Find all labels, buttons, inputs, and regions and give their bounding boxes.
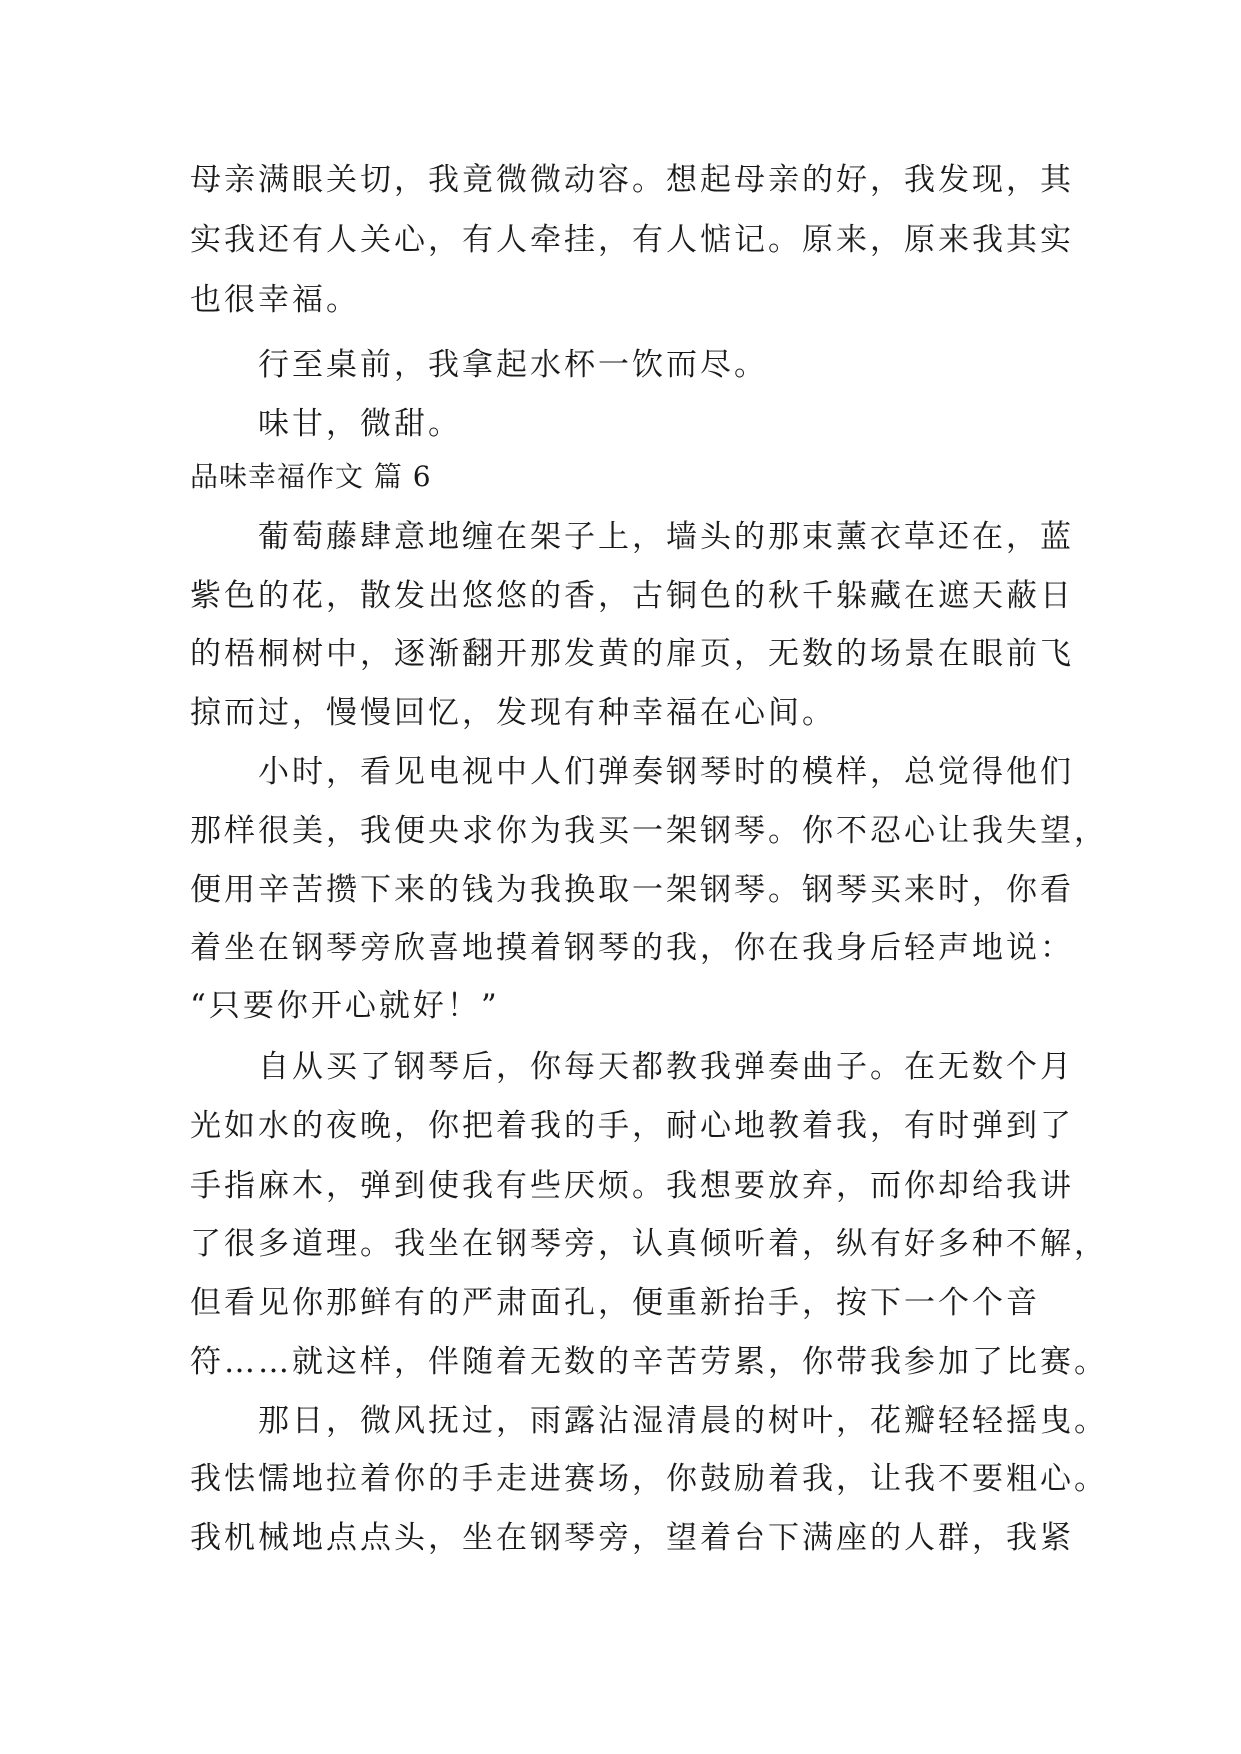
text-line: 光如水的夜晚，你把着我的手，耐心地教着我，有时弹到了 (190, 1108, 1074, 1144)
text-line: 母亲满眼关切，我竟微微动容。想起母亲的好，我发现，其 (190, 162, 1074, 198)
text-line: 那日，微风抚过，雨露沾湿清晨的树叶，花瓣轻轻摇曳。 (190, 1403, 1108, 1439)
text-line: 了很多道理。我坐在钢琴旁，认真倾听着，纵有好多种不解， (190, 1226, 1108, 1262)
text-line: 符……就这样，伴随着无数的辛苦劳累，你带我参加了比赛。 (190, 1344, 1108, 1380)
text-line: 行至桌前，我拿起水杯一饮而尽。 (190, 347, 768, 383)
text-line: 葡萄藤肆意地缠在架子上，墙头的那束薰衣草还在，蓝 (190, 519, 1074, 555)
text-line: 但看见你那鲜有的严肃面孔，便重新抬手，按下一个个音 (190, 1285, 1040, 1321)
text-line: “只要你开心就好！” (190, 988, 500, 1024)
text-line: 味甘，微甜。 (190, 406, 462, 442)
text-line: 紫色的花，散发出悠悠的香，古铜色的秋千躲藏在遮天蔽日 (190, 578, 1074, 614)
text-line: 实我还有人关心，有人牵挂，有人惦记。原来，原来我其实 (190, 222, 1074, 258)
section-title: 品味幸福作文 篇 6 (190, 460, 432, 493)
text-line: 我机械地点点头，坐在钢琴旁，望着台下满座的人群，我紧 (190, 1520, 1074, 1556)
text-line: 也很幸福。 (190, 282, 360, 318)
text-line: 自从买了钢琴后，你每天都教我弹奏曲子。在无数个月 (190, 1049, 1074, 1085)
text-line: 我怯懦地拉着你的手走进赛场，你鼓励着我，让我不要粗心。 (190, 1461, 1108, 1497)
text-line: 小时，看见电视中人们弹奏钢琴时的模样，总觉得他们 (190, 754, 1074, 790)
text-line: 便用辛苦攒下来的钱为我换取一架钢琴。钢琴买来时，你看 (190, 872, 1074, 908)
text-line: 掠而过，慢慢回忆，发现有种幸福在心间。 (190, 695, 836, 731)
text-line: 手指麻木，弹到使我有些厌烦。我想要放弃，而你却给我讲 (190, 1168, 1074, 1204)
text-line: 的梧桐树中，逐渐翻开那发黄的扉页，无数的场景在眼前飞 (190, 636, 1074, 672)
text-line: 着坐在钢琴旁欣喜地摸着钢琴的我，你在我身后轻声地说： (190, 930, 1074, 966)
text-line: 那样很美，我便央求你为我买一架钢琴。你不忍心让我失望， (190, 813, 1108, 849)
